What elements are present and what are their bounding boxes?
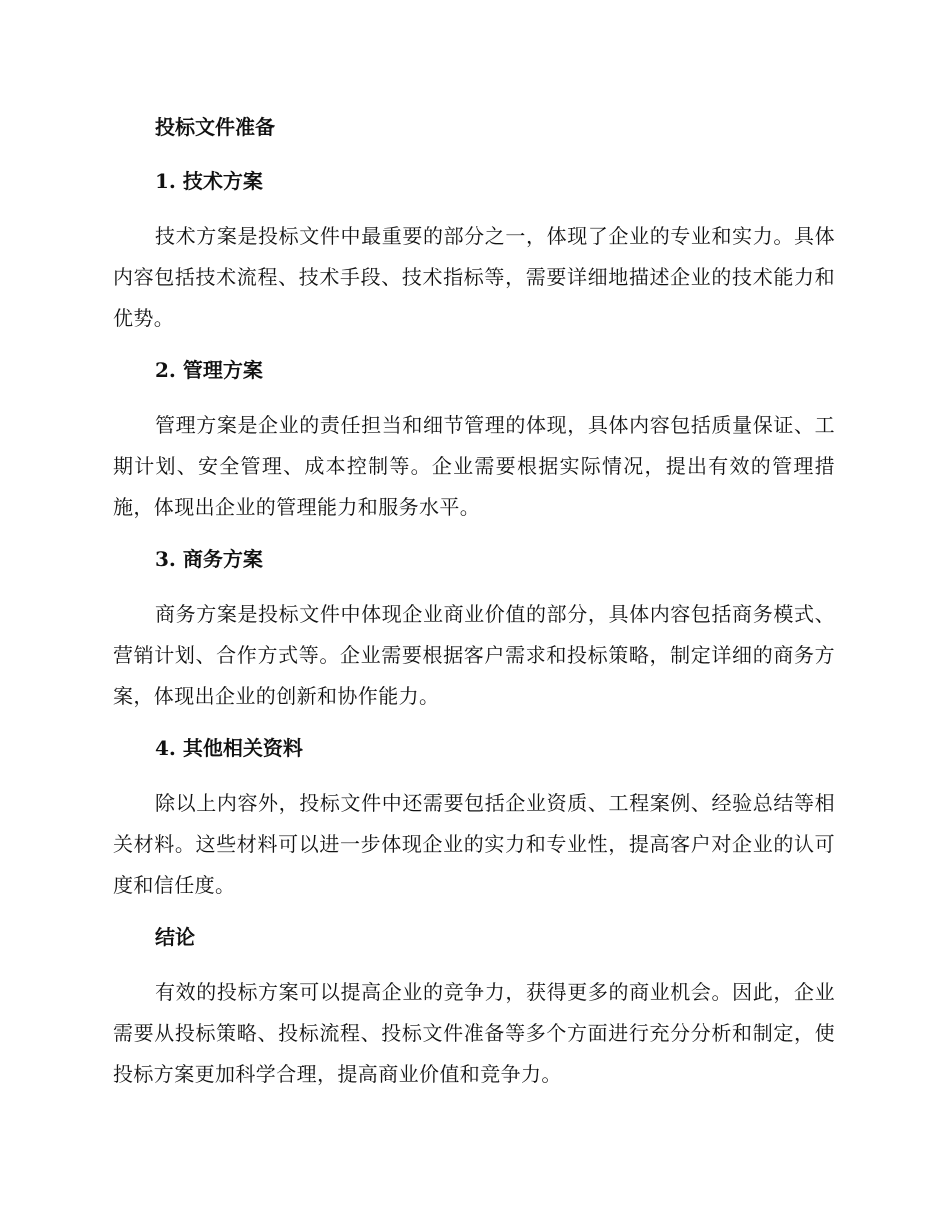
paragraph-other-materials: 除以上内容外，投标文件中还需要包括企业资质、工程案例、经验总结等相关材料。这些材料可以进一步体现企业的实力和专业性，提高客户对企业的认可度和信任度。 xyxy=(113,791,835,897)
paragraph-technical: 技术方案是投标文件中最重要的部分之一，体现了企业的专业和实力。具体内容包括技术流程、技术手段、技术指标等，需要详细地描述企业的技术能力和优势。 xyxy=(113,224,835,330)
document-content xyxy=(113,108,835,1107)
paragraph-business: 商务方案是投标文件中体现企业商业价值的部分，具体内容包括商务模式、营销计划、合作方式等。企业需要根据客户需求和投标策略，制定详细的商务方案，体现出企业的创新和协作能力。 xyxy=(113,602,835,708)
section-title: 投标文件准备 xyxy=(155,115,275,139)
section-heading-business: 3. 商务方案 xyxy=(155,547,263,571)
section-heading-conclusion: 结论 xyxy=(155,925,195,949)
section-heading-technical: 1. 技术方案 xyxy=(155,169,263,193)
paragraph-conclusion: 有效的投标方案可以提高企业的竞争力，获得更多的商业机会。因此，企业需要从投标策略、投标流程、投标文件准备等多个方面进行充分分析和制定，使投标方案更加科学合理，提高商业价值和竞争力。 xyxy=(113,980,835,1086)
paragraph-management: 管理方案是企业的责任担当和细节管理的体现，具体内容包括质量保证、工期计划、安全管理、成本控制等。企业需要根据实际情况，提出有效的管理措施，体现出企业的管理能力和服务水平。 xyxy=(113,413,835,519)
section-heading-management: 2. 管理方案 xyxy=(155,358,263,382)
section-heading-other-materials: 4. 其他相关资料 xyxy=(155,736,303,760)
